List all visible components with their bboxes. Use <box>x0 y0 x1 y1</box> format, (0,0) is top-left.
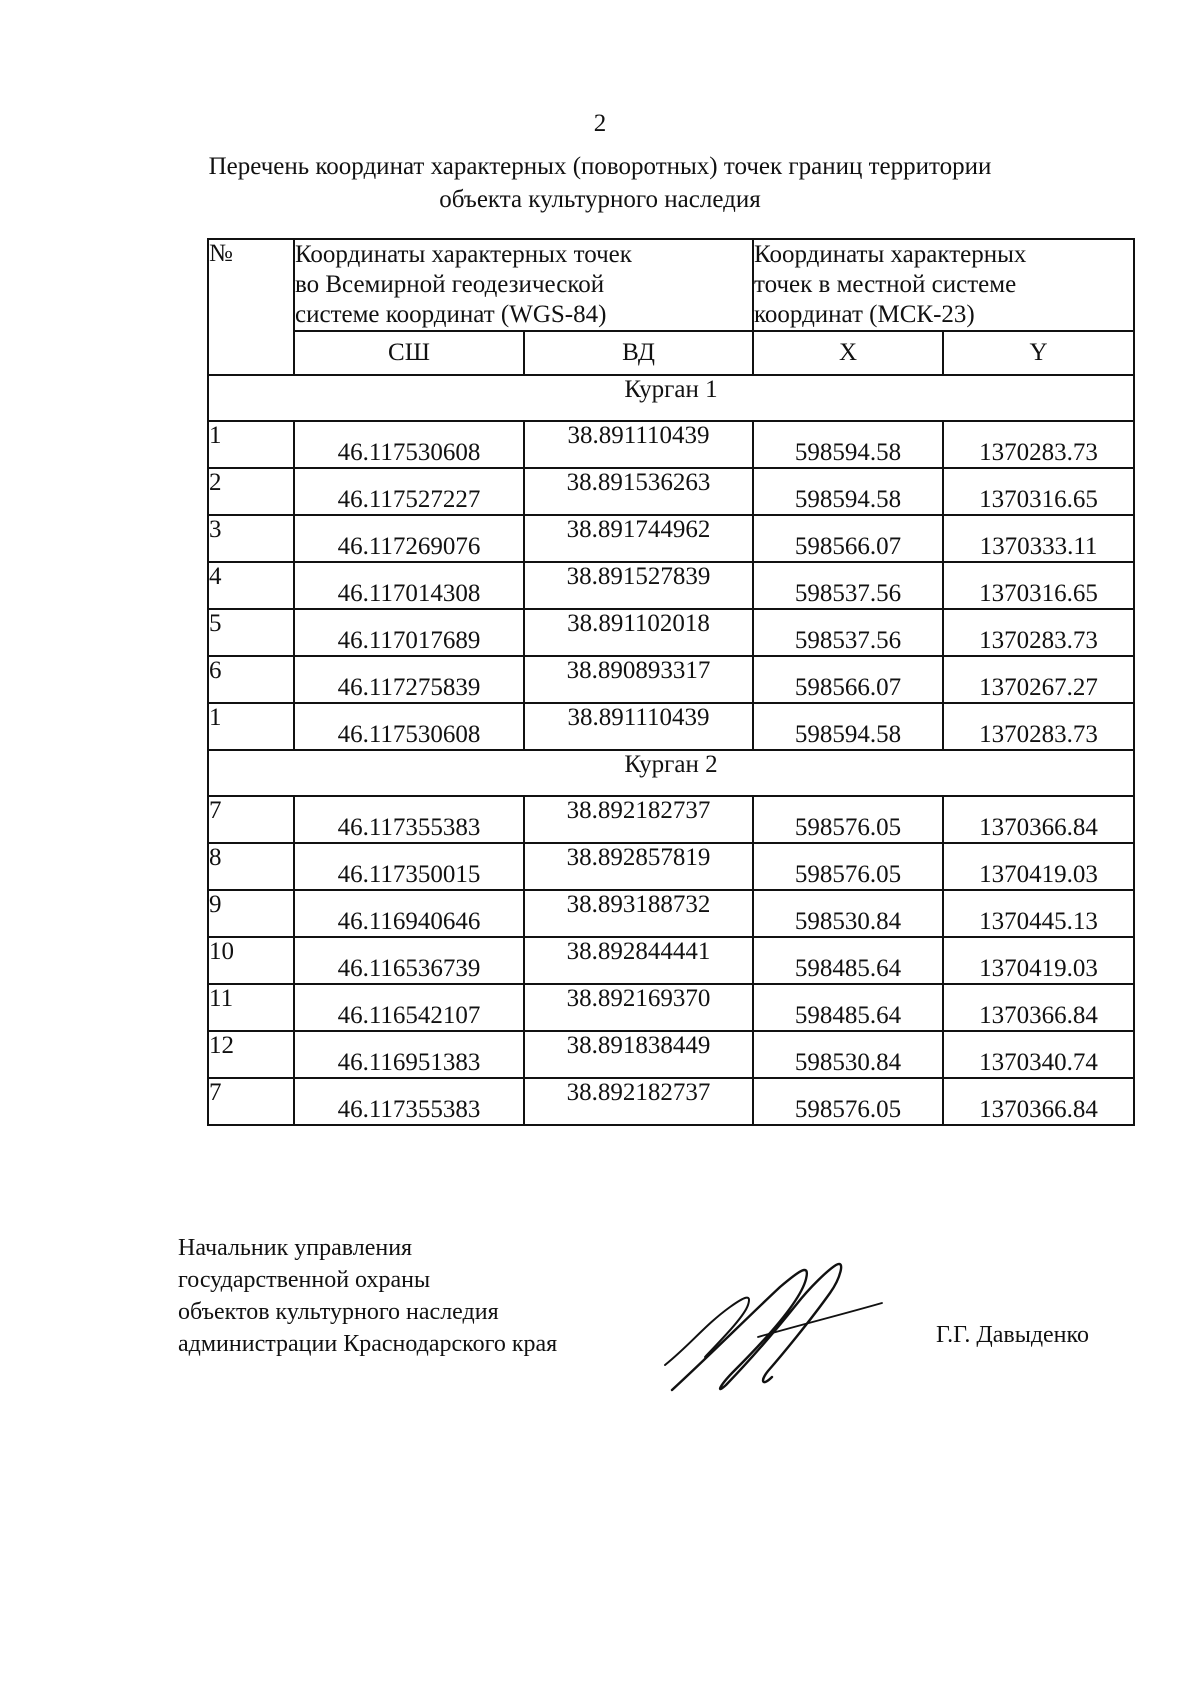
point-number-cell: 12 <box>208 1031 294 1078</box>
header-number: № <box>208 239 294 375</box>
x-coordinate-cell: 598594.58 <box>753 703 943 750</box>
y-coordinate-cell: 1370340.74 <box>943 1031 1134 1078</box>
longitude-cell: 38.891110439 <box>524 421 753 468</box>
table-row <box>208 656 1134 703</box>
point-number-cell: 5 <box>208 609 294 656</box>
y-coordinate-cell: 1370316.65 <box>943 468 1134 515</box>
longitude-cell: 38.891744962 <box>524 515 753 562</box>
y-coordinate-cell: 1370267.27 <box>943 656 1134 703</box>
longitude-cell: 38.892182737 <box>524 1078 753 1125</box>
latitude-cell: 46.117355383 <box>294 1078 524 1125</box>
point-number-cell: 4 <box>208 562 294 609</box>
x-coordinate-cell: 598566.07 <box>753 656 943 703</box>
signatory-position-line-4: администрации Краснодарского края <box>178 1331 558 1357</box>
latitude-cell: 46.117350015 <box>294 843 524 890</box>
longitude-cell: 38.891102018 <box>524 609 753 656</box>
point-number-cell: 2 <box>208 468 294 515</box>
header-y: Y <box>943 331 1134 375</box>
y-coordinate-cell: 1370316.65 <box>943 562 1134 609</box>
point-number-cell: 7 <box>208 796 294 843</box>
header-msk-line-3: координат (МСК-23) <box>754 301 975 328</box>
point-number-cell: 1 <box>208 703 294 750</box>
x-coordinate-cell: 598594.58 <box>753 468 943 515</box>
x-coordinate-cell: 598537.56 <box>753 562 943 609</box>
header-latitude: СШ <box>294 331 524 375</box>
point-number-cell: 11 <box>208 984 294 1031</box>
x-coordinate-cell: 598537.56 <box>753 609 943 656</box>
y-coordinate-cell: 1370283.73 <box>943 609 1134 656</box>
section-row <box>208 750 1134 796</box>
section-title: Курган 2 <box>208 750 1134 796</box>
x-coordinate-cell: 598576.05 <box>753 796 943 843</box>
y-coordinate-cell: 1370366.84 <box>943 984 1134 1031</box>
x-coordinate-cell: 598576.05 <box>753 843 943 890</box>
document-title <box>100 150 1100 216</box>
section-title: Курган 1 <box>208 375 1134 421</box>
table-subheader-row <box>208 331 1134 375</box>
longitude-cell: 38.890893317 <box>524 656 753 703</box>
header-wgs-coordinates <box>294 239 753 331</box>
longitude-cell: 38.892857819 <box>524 843 753 890</box>
point-number-cell: 6 <box>208 656 294 703</box>
longitude-cell: 38.892844441 <box>524 937 753 984</box>
latitude-cell: 46.116951383 <box>294 1031 524 1078</box>
latitude-cell: 46.117269076 <box>294 515 524 562</box>
table-header-row <box>208 239 1134 331</box>
y-coordinate-cell: 1370333.11 <box>943 515 1134 562</box>
latitude-cell: 46.116940646 <box>294 890 524 937</box>
latitude-cell: 46.117355383 <box>294 796 524 843</box>
table-row <box>208 1031 1134 1078</box>
header-wgs-line-3: системе координат (WGS-84) <box>295 301 607 328</box>
table-row <box>208 703 1134 750</box>
longitude-cell: 38.893188732 <box>524 890 753 937</box>
y-coordinate-cell: 1370419.03 <box>943 843 1134 890</box>
x-coordinate-cell: 598566.07 <box>753 515 943 562</box>
table-row <box>208 515 1134 562</box>
header-msk-line-2: точек в местной системе <box>754 271 1017 298</box>
latitude-cell: 46.117530608 <box>294 421 524 468</box>
header-wgs-line-2: во Всемирной геодезической <box>295 271 605 298</box>
point-number-cell: 8 <box>208 843 294 890</box>
signatory-position-line-1: Начальник управления <box>178 1235 413 1261</box>
y-coordinate-cell: 1370283.73 <box>943 421 1134 468</box>
table-row <box>208 890 1134 937</box>
latitude-cell: 46.117017689 <box>294 609 524 656</box>
y-coordinate-cell: 1370283.73 <box>943 703 1134 750</box>
coordinates-table <box>207 238 1135 1126</box>
table-row <box>208 937 1134 984</box>
longitude-cell: 38.891536263 <box>524 468 753 515</box>
point-number-cell: 1 <box>208 421 294 468</box>
point-number-cell: 7 <box>208 1078 294 1125</box>
table-row <box>208 796 1134 843</box>
x-coordinate-cell: 598576.05 <box>753 1078 943 1125</box>
table-row <box>208 843 1134 890</box>
table-row <box>208 562 1134 609</box>
header-x: X <box>753 331 943 375</box>
table-row <box>208 421 1134 468</box>
header-msk-coordinates <box>753 239 1134 331</box>
point-number-cell: 9 <box>208 890 294 937</box>
handwritten-signature <box>660 1245 890 1405</box>
latitude-cell: 46.117527227 <box>294 468 524 515</box>
latitude-cell: 46.117530608 <box>294 703 524 750</box>
point-number-cell: 3 <box>208 515 294 562</box>
latitude-cell: 46.116542107 <box>294 984 524 1031</box>
section-row <box>208 375 1134 421</box>
table-row <box>208 984 1134 1031</box>
latitude-cell: 46.117275839 <box>294 656 524 703</box>
longitude-cell: 38.892182737 <box>524 796 753 843</box>
longitude-cell: 38.891527839 <box>524 562 753 609</box>
table-row <box>208 1078 1134 1125</box>
y-coordinate-cell: 1370419.03 <box>943 937 1134 984</box>
header-msk-line-1: Координаты характерных <box>754 241 1027 268</box>
document-title-line-1: Перечень координат характерных (поворотных) точек границ территории <box>208 153 992 180</box>
longitude-cell: 38.891110439 <box>524 703 753 750</box>
longitude-cell: 38.891838449 <box>524 1031 753 1078</box>
signature-block <box>178 1232 557 1360</box>
table-body <box>208 375 1134 1125</box>
longitude-cell: 38.892169370 <box>524 984 753 1031</box>
x-coordinate-cell: 598594.58 <box>753 421 943 468</box>
signatory-position-line-3: объектов культурного наследия <box>178 1299 499 1325</box>
y-coordinate-cell: 1370445.13 <box>943 890 1134 937</box>
x-coordinate-cell: 598485.64 <box>753 937 943 984</box>
latitude-cell: 46.116536739 <box>294 937 524 984</box>
signatory-name: Г.Г. Давыденко <box>936 1322 1089 1348</box>
x-coordinate-cell: 598485.64 <box>753 984 943 1031</box>
point-number-cell: 10 <box>208 937 294 984</box>
header-wgs-line-1: Координаты характерных точек <box>295 241 632 268</box>
table-row <box>208 609 1134 656</box>
signatory-position-line-2: государственной охраны <box>178 1267 431 1293</box>
x-coordinate-cell: 598530.84 <box>753 1031 943 1078</box>
y-coordinate-cell: 1370366.84 <box>943 796 1134 843</box>
latitude-cell: 46.117014308 <box>294 562 524 609</box>
header-longitude: ВД <box>524 331 753 375</box>
document-title-line-2: объекта культурного наследия <box>439 186 761 213</box>
x-coordinate-cell: 598530.84 <box>753 890 943 937</box>
page-number: 2 <box>593 110 607 137</box>
table-row <box>208 468 1134 515</box>
y-coordinate-cell: 1370366.84 <box>943 1078 1134 1125</box>
